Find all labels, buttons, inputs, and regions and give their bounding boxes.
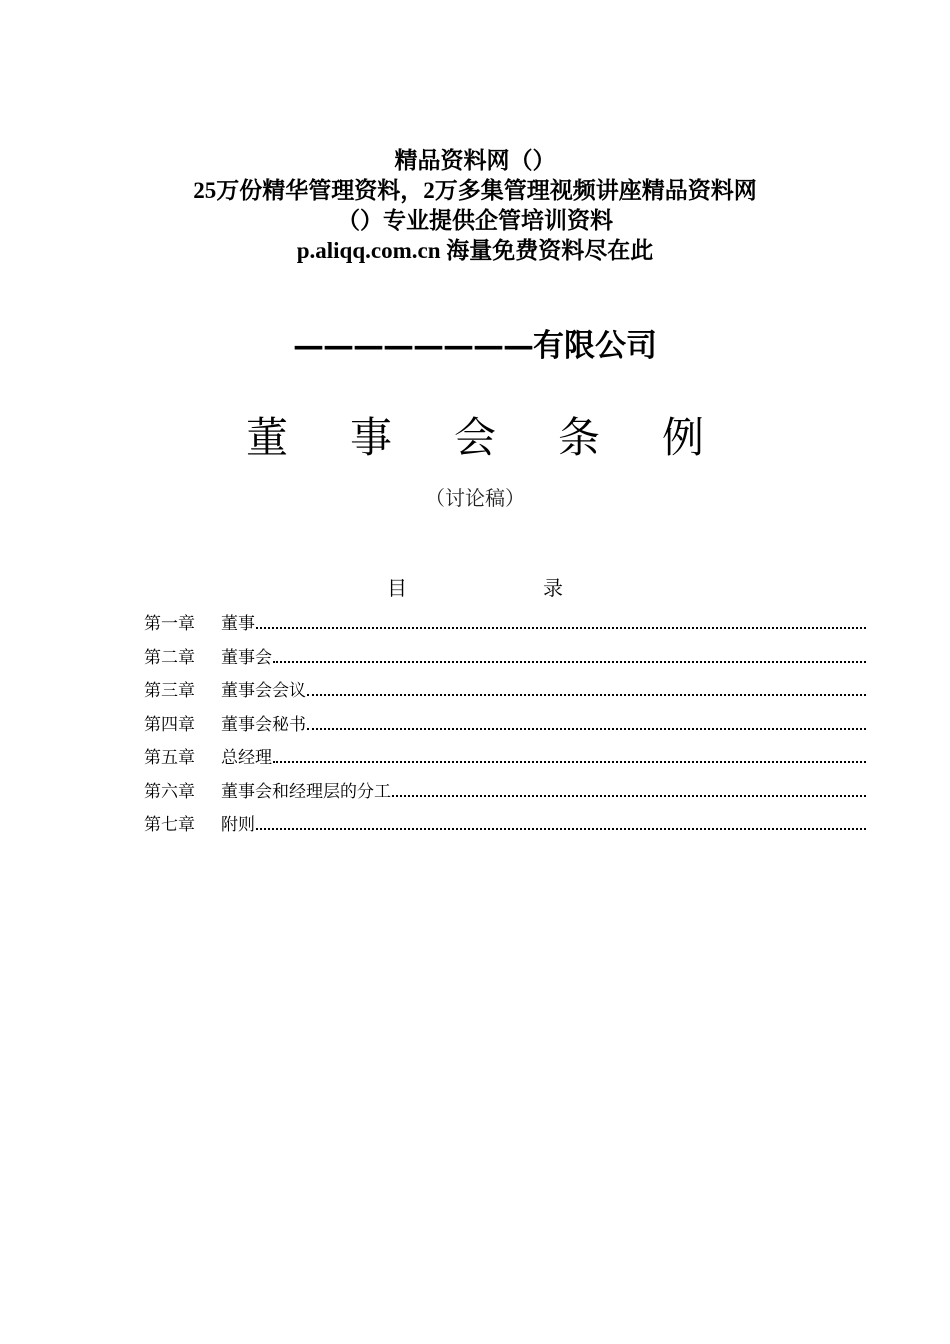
company-name-suffix: 有限公司 xyxy=(533,328,657,364)
table-of-contents xyxy=(144,608,866,843)
toc-chapter-number: 第七章 xyxy=(144,815,195,835)
toc-chapter-title: 董事会会议 xyxy=(221,681,306,701)
header-line-4: p.aliqq.com.cn 海量免费资料尽在此 xyxy=(296,238,654,263)
toc-entry[interactable] xyxy=(144,776,866,810)
promo-header xyxy=(0,146,950,266)
toc-chapter-title: 董事 xyxy=(221,614,255,634)
toc-chapter-number: 第六章 xyxy=(144,781,195,802)
company-name xyxy=(0,324,950,368)
toc-chapter-title: 总经理 xyxy=(221,748,272,768)
toc-dot-leader xyxy=(256,827,866,830)
toc-heading-left: 目 xyxy=(387,576,407,600)
toc-entry[interactable] xyxy=(144,709,866,743)
toc-entry[interactable] xyxy=(144,608,866,642)
company-name-blank: ———————— xyxy=(293,328,533,364)
toc-dot-leader xyxy=(273,760,866,763)
header-line-3: （）专业提供企管培训资料 xyxy=(337,208,613,233)
toc-chapter-number: 第二章 xyxy=(144,647,195,668)
toc-chapter-number: 第四章 xyxy=(144,714,195,735)
header-line-2: 25万份精华管理资料，2万多集管理视频讲座精品资料网 xyxy=(193,178,757,203)
toc-chapter-title: 董事会和经理层的分工 xyxy=(221,781,391,802)
toc-entry[interactable] xyxy=(144,742,866,776)
toc-heading xyxy=(0,572,950,602)
document-title: 董事会条例 xyxy=(245,413,766,462)
toc-dot-leader xyxy=(392,794,866,797)
toc-entry[interactable] xyxy=(144,642,866,676)
header-line-1: 精品资料网（） xyxy=(394,148,556,173)
toc-chapter-title: 附则 xyxy=(221,815,255,835)
toc-chapter-number: 第三章 xyxy=(144,681,195,701)
toc-chapter-number: 第一章 xyxy=(144,614,195,634)
toc-dot-leader xyxy=(273,660,866,663)
toc-chapter-title: 董事会 xyxy=(221,647,272,668)
draft-note: （讨论稿） xyxy=(425,486,525,510)
toc-chapter-number: 第五章 xyxy=(144,748,195,768)
toc-entry[interactable] xyxy=(144,675,866,709)
toc-entry[interactable] xyxy=(144,809,866,843)
toc-dot-leader xyxy=(307,727,866,730)
toc-heading-right: 录 xyxy=(543,576,563,600)
toc-chapter-title: 董事会秘书 xyxy=(221,714,306,735)
toc-dot-leader xyxy=(307,693,866,696)
toc-dot-leader xyxy=(256,626,866,629)
